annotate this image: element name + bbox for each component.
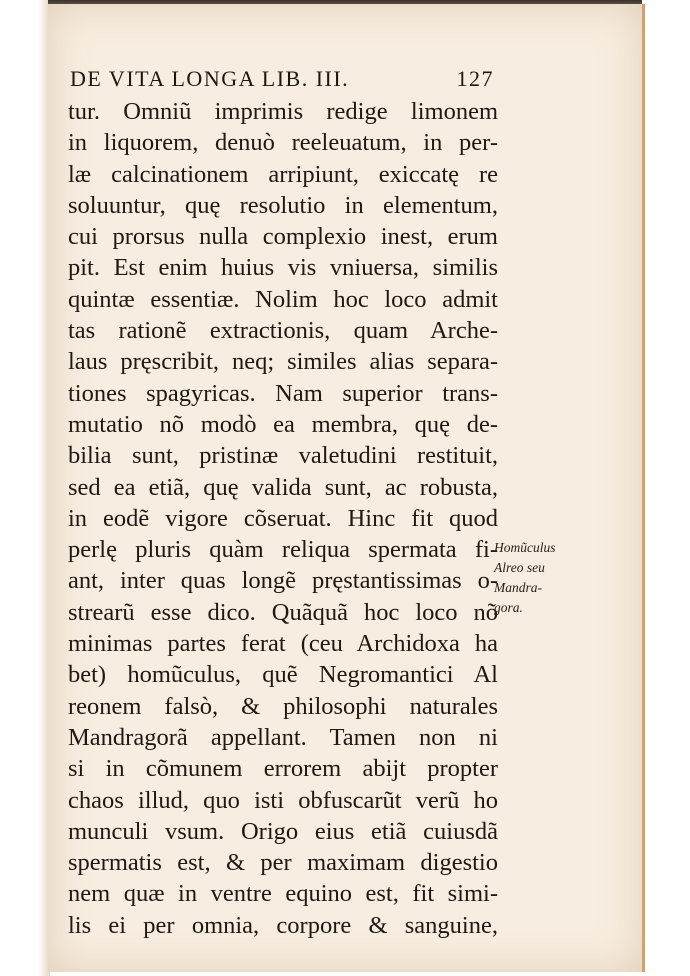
marginal-note-line: gora. — [494, 600, 523, 615]
text-line: nem quæ in ventre equino est, fit simi- — [68, 880, 498, 908]
text-line: minimas partes ferat (ceu Archidoxa ha — [68, 630, 498, 658]
text-line: bilia sunt, pristinæ valetudini restituit, — [68, 442, 498, 470]
text-line: bet) homũculus, quẽ Negromantici Al — [68, 661, 498, 689]
text-line: spermatis est, & per maximam digestio — [68, 849, 498, 877]
text-line: soluuntur, quę resolutio in elementum, — [68, 191, 498, 219]
text-line: ant, inter quas longẽ pręstantissimas o- — [68, 567, 498, 595]
marginal-note — [494, 538, 604, 618]
text-line: munculi vsum. Origo eius etiã cuiusdã — [68, 817, 498, 845]
text-line: strearũ esse dico. Quãquã hoc loco nõ — [68, 598, 498, 626]
text-line: sed ea etiã, quę valida sunt, ac robusta, — [68, 473, 498, 501]
text-line: chaos illud, quo isti obfuscarũt verũ ho — [68, 786, 498, 814]
text-line: quintæ essentiæ. Nolim hoc loco admit — [68, 285, 498, 313]
text-line: in liquorem, denuò reeleuatum, in per- — [68, 129, 498, 157]
text-line: tur. Omniũ imprimis redige limonem — [68, 98, 498, 125]
page-number: 127 — [456, 66, 494, 91]
body-text — [68, 96, 498, 941]
text-line: laus pręscribit, neq; similes alias separa- — [68, 348, 498, 376]
text-line: pit. Est enim huius vis vniuersa, similis — [68, 254, 498, 282]
text-line: tiones spagyricas. Nam superior trans- — [68, 379, 498, 407]
running-head — [70, 66, 494, 92]
text-line: cui prorsus nulla complexio inest, erum — [68, 223, 498, 251]
text-line: perlę pluris quàm reliqua spermata fi- — [68, 536, 498, 564]
text-line: tas rationẽ extractionis, quam Arche- — [68, 317, 498, 345]
marginal-note-line: Mandra- — [494, 580, 542, 595]
marginal-note-line: Alreo seu — [494, 560, 545, 575]
text-line: in eodẽ vigore cõseruat. Hinc fit quod — [68, 504, 498, 532]
text-line: si in cõmunem errorem abijt propter — [68, 755, 498, 783]
text-line: læ calcinationem arripiunt, exiccatę re — [68, 160, 498, 188]
text-line: lis ei per omnia, corpore & sanguine, — [68, 911, 498, 939]
marginal-note-line: Homũculus — [494, 540, 556, 555]
text-line: mutatio nõ modò ea membra, quę de- — [68, 410, 498, 438]
running-head-title: DE VITA LONGA LIB. III. — [70, 66, 350, 91]
text-line: Mandragorã appellant. Tamen non ni — [68, 723, 498, 751]
text-line: reonem falsò, & philosophi naturales — [68, 692, 498, 720]
